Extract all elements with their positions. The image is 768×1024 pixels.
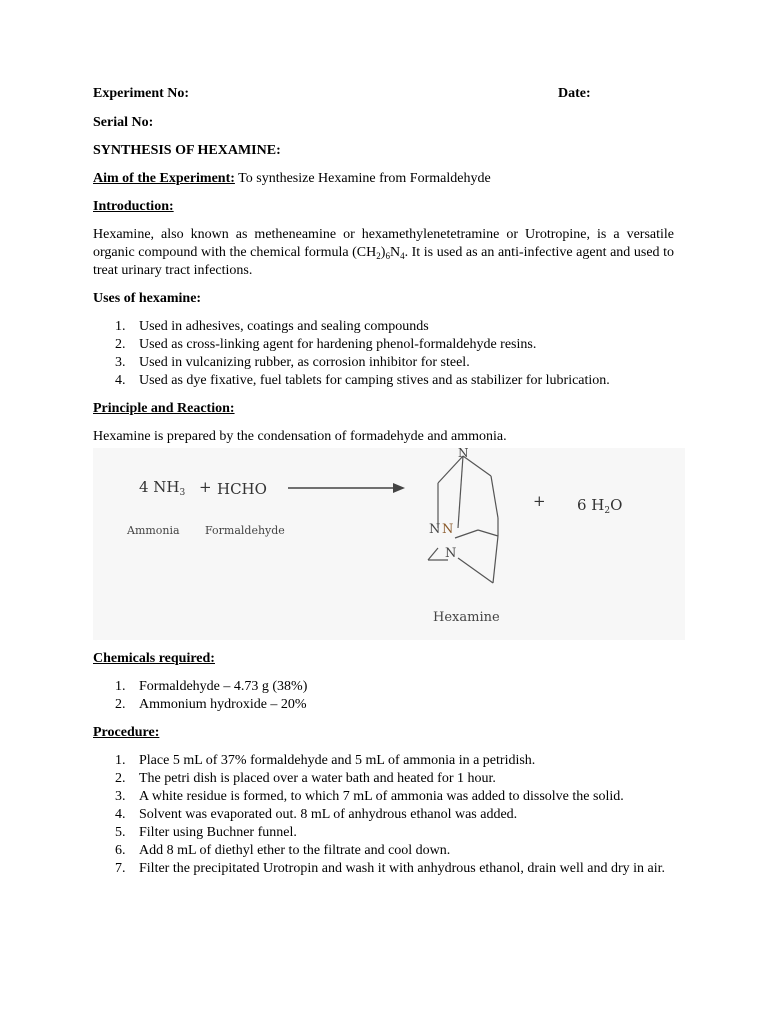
introduction-paragraph <box>93 226 674 280</box>
experiment-header-row <box>93 86 674 106</box>
aim-text: To synthesize Hexamine from Formaldehyde <box>234 171 491 186</box>
uses-heading: Uses of hexamine: <box>93 291 202 306</box>
list-item: 4. Solvent was evaporated out. 8 mL of anhydrous ethanol was added. <box>115 807 518 822</box>
list-item: 2. Used as cross-linking agent for hardening phenol-formaldehyde resins. <box>115 337 537 352</box>
list-item: 5. Filter using Buchner funnel. <box>115 825 297 840</box>
list-item: 1. Place 5 mL of 37% formaldehyde and 5 mL of ammonia in a petridish. <box>115 753 536 768</box>
reactant-ammonia: 4 $NH_3$ <box>139 478 186 498</box>
list-item: 3. Used in vulcanizing rubber, as corrosion inhibitor for steel. <box>115 355 470 370</box>
formula-paren: ) <box>380 245 386 260</box>
list-item: 2. Ammonium hydroxide – 20% <box>115 697 307 712</box>
atom-n-left: N <box>429 522 441 537</box>
intro-text-b: . It is used as an anti-infective agent and used to treat urinary tract infections. <box>93 245 675 278</box>
formula-sub-4: 4 <box>400 251 405 261</box>
uses-list <box>93 318 674 390</box>
page-title: SYNTHESIS OF HEXAMINE: <box>93 143 281 158</box>
list-item: 3. A white residue is formed, to which 7 mL of ammonia was added to dissolve the solid. <box>115 789 624 804</box>
label-ammonia: Ammonia <box>127 524 180 537</box>
formula-n: N <box>389 245 401 260</box>
atom-n-mid: N <box>442 522 454 537</box>
product-water: 6 $H_2O$ <box>577 496 623 516</box>
aim-line <box>93 170 674 188</box>
serial-no-label: Serial No: <box>93 115 154 130</box>
list-item: 1. Used in adhesives, coatings and sealing compounds <box>115 319 429 334</box>
list-item: 1. Formaldehyde – 4.73 g (38%) <box>115 679 308 694</box>
principle-text: Hexamine is prepared by the condensation of formadehyde and ammonia. <box>93 429 507 444</box>
reaction-scheme-image <box>93 448 685 640</box>
list-item: 2. The petri dish is placed over a water bath and heated for 1 hour. <box>115 771 496 786</box>
label-formaldehyde: Formaldehyde <box>205 524 285 537</box>
introduction-heading: Introduction: <box>93 199 174 214</box>
list-item: 6. Add 8 mL of diethyl ether to the filtrate and cool down. <box>115 843 451 858</box>
plus-sign-2: + <box>533 492 546 510</box>
formula-sub-2: 2 <box>376 251 381 261</box>
experiment-no-label: Experiment No: <box>93 86 190 101</box>
date-label: Date: <box>558 86 591 101</box>
atom-n-top: N <box>458 446 469 460</box>
procedure-list <box>93 752 674 878</box>
reactant-formaldehyde: HCHO <box>217 480 267 498</box>
reaction-drawing <box>93 448 685 640</box>
formula-sub-6: 6 <box>385 251 390 261</box>
list-item: 7. Filter the precipitated Urotropin and wash it with anhydrous ethanol, drain well and dry in air. <box>115 861 666 876</box>
procedure-heading: Procedure: <box>93 725 160 740</box>
label-hexamine: Hexamine <box>433 610 500 625</box>
list-item: 4. Used as dye fixative, fuel tablets for camping stives and as stabilizer for lubrication. <box>115 373 610 388</box>
atom-n-bottom: N <box>445 546 457 561</box>
plus-sign-1: + <box>199 478 212 496</box>
intro-text-a: Hexamine, also known as metheneamine or hexamethylenetetramine or Urotropine, is a versatile organic compound with the chemical formula (CH <box>93 227 674 260</box>
principle-heading: Principle and Reaction: <box>93 401 235 416</box>
document-page <box>93 86 674 878</box>
aim-label: Aim of the Experiment: <box>93 171 235 186</box>
chemicals-heading: Chemicals required: <box>93 651 215 666</box>
chemicals-list <box>93 678 674 714</box>
